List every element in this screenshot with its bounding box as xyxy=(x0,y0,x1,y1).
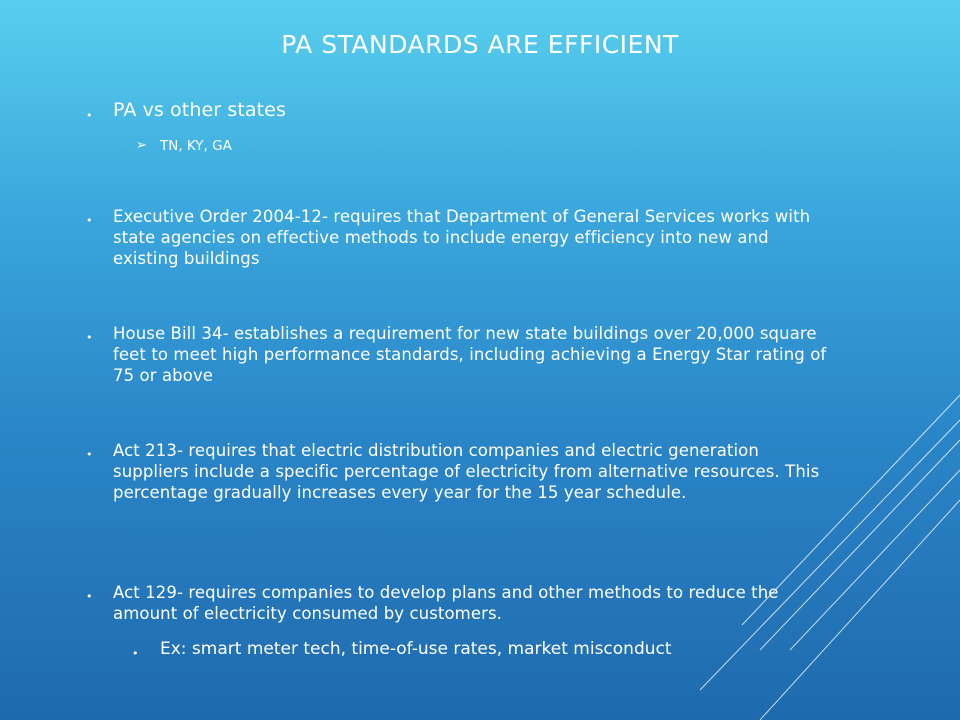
bullet-text: Act 129- requires companies to develop plans and other methods to reduce the amount of electricity consumed by customers. xyxy=(113,583,779,623)
bullet-pa-vs-other-states xyxy=(88,98,828,122)
slide-title: PA STANDARDS ARE EFFICIENT xyxy=(281,30,679,59)
bullet-text: PA vs other states xyxy=(113,99,286,121)
bullet-dot-icon: • xyxy=(86,109,93,122)
bullet-act-213 xyxy=(88,440,828,503)
bullet-dot-icon: • xyxy=(86,448,93,461)
sub-bullet-text: Ex: smart meter tech, time-of-use rates, market misconduct xyxy=(160,639,672,659)
bullet-dot-icon: • xyxy=(86,331,93,344)
bullet-executive-order xyxy=(88,206,828,269)
bullet-text: Executive Order 2004-12- requires that Department of General Services works with state agencies on effective methods to include energy efficiency into new and existing buildings xyxy=(113,207,811,268)
bullet-dot-icon: • xyxy=(86,214,93,227)
bullet-dot-icon: • xyxy=(132,647,139,660)
sub-bullet-states xyxy=(136,137,232,155)
arrow-bullet-icon: ➢ xyxy=(136,138,147,153)
sub-bullet-example xyxy=(132,638,672,660)
bullet-text: Act 213- requires that electric distribution companies and electric generation suppliers include a specific percentage of electricity from alternative resources. This percentage gradually increases every year for the 15 year schedule. xyxy=(113,441,820,502)
bullet-text: House Bill 34- establishes a requirement for new state buildings over 20,000 square feet to meet high performance standards, including achieving a Energy Star rating of 75 or above xyxy=(113,324,827,385)
sub-bullet-text: TN, KY, GA xyxy=(160,138,232,154)
bullet-dot-icon: • xyxy=(86,590,93,603)
bullet-act-129 xyxy=(88,582,828,624)
bullet-house-bill-34 xyxy=(88,323,828,386)
